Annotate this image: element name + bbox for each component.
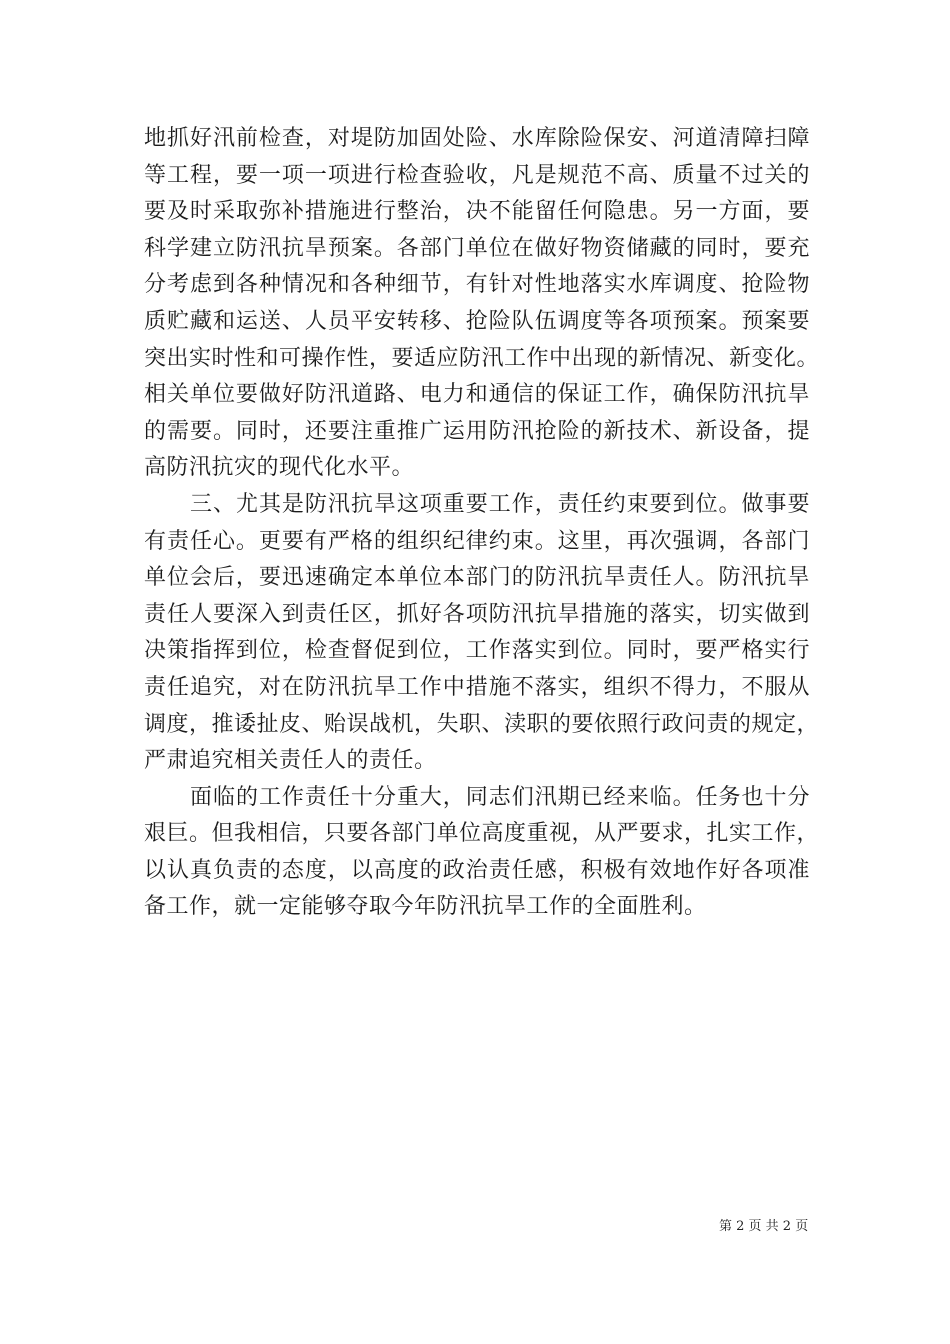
text-line: 调度，推诿扯皮、贻误战机，失职、渎职的要依照行政问责的规定，	[144, 711, 820, 737]
text-line: 严肃追究相关责任人的责任。	[144, 748, 437, 774]
text-line: 分考虑到各种情况和各种细节，有针对性地落实水库调度、抢险物	[144, 272, 810, 298]
text-line: 突出实时性和可操作性，要适应防汛工作中出现的新情况、新变化。	[144, 345, 820, 371]
text-line: 质贮藏和运送、人员平安转移、抢险队伍调度等各项预案。预案要	[144, 308, 810, 334]
text-line: 科学建立防汛抗旱预案。各部门单位在做好物资储藏的同时，要充	[144, 235, 810, 261]
paragraph-3	[144, 780, 820, 926]
text-line: 面临的工作责任十分重大，同志们汛期已经来临。任务也十分	[190, 784, 810, 810]
text-line: 地抓好汛前检查，对堤防加固处险、水库除险保安、河道清障扫障	[144, 126, 810, 151]
paragraph-1	[144, 121, 820, 487]
text-line: 艰巨。但我相信，只要各部门单位高度重视，从严要求，扎实工作，	[144, 821, 820, 847]
page-number-footer: 第 2 页 共 2 页	[719, 1219, 809, 1234]
text-line: 责任追究，对在防汛抗旱工作中措施不落实，组织不得力，不服从	[144, 674, 810, 700]
text-line: 决策指挥到位，检查督促到位，工作落实到位。同时，要严格实行	[144, 638, 810, 664]
text-line: 等工程，要一项一项进行检查验收，凡是规范不高、质量不过关的	[144, 162, 810, 188]
text-line: 有责任心。更要有严格的组织纪律约束。这里，再次强调，各部门	[144, 528, 810, 554]
text-line: 的需要。同时，还要注重推广运用防汛抢险的新技术、新设备，提	[144, 418, 810, 444]
paragraph-2	[144, 487, 820, 780]
text-line: 相关单位要做好防汛道路、电力和通信的保证工作，确保防汛抗旱	[144, 382, 810, 408]
text-line: 要及时采取弥补措施进行整治，决不能留任何隐患。另一方面，要	[144, 199, 810, 225]
document-body	[144, 121, 820, 926]
text-line: 高防汛抗灾的现代化水平。	[144, 455, 415, 481]
text-line: 单位会后，要迅速确定本单位本部门的防汛抗旱责任人。防汛抗旱	[144, 565, 810, 591]
text-line: 三、尤其是防汛抗旱这项重要工作，责任约束要到位。做事要	[190, 491, 810, 517]
text-line: 备工作，就一定能够夺取今年防汛抗旱工作的全面胜利。	[144, 894, 707, 920]
text-line: 以认真负责的态度，以高度的政治责任感，积极有效地作好各项准	[144, 857, 810, 883]
text-line: 责任人要深入到责任区，抓好各项防汛抗旱措施的落实，切实做到	[144, 601, 810, 627]
